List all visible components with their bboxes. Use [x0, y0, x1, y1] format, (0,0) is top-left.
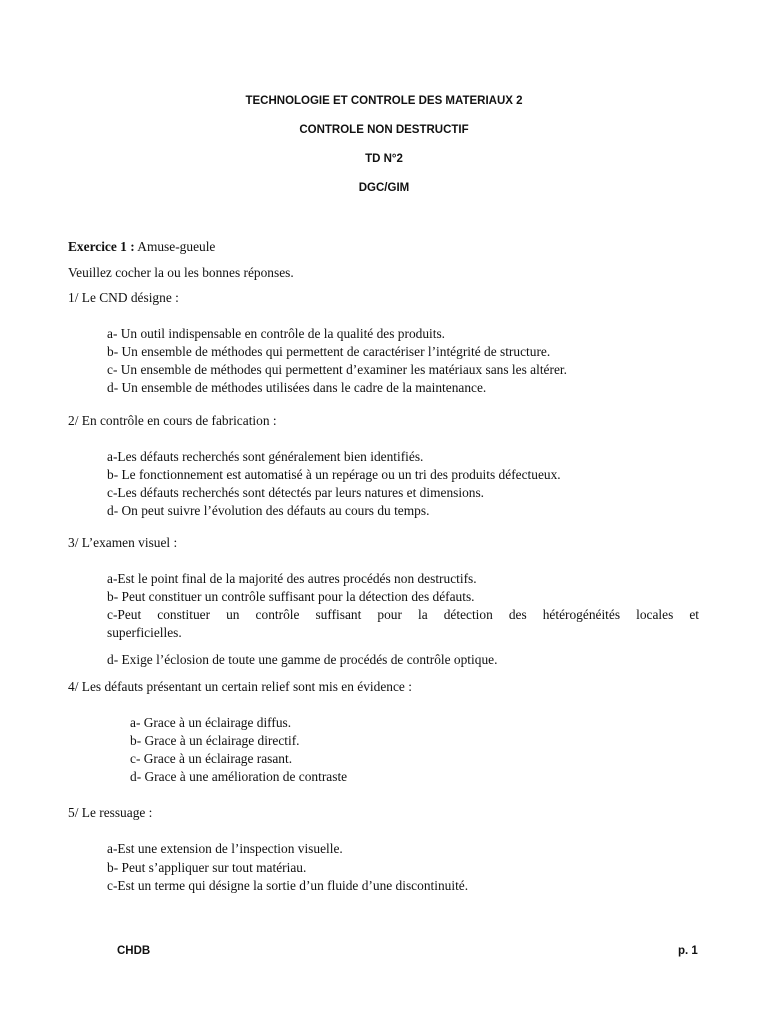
- question-2-option-a: a-Les défauts recherchés sont généralement bien identifiés.: [107, 449, 424, 464]
- question-3-option-d: d- Exige l’éclosion de toute une gamme de procédés de contrôle optique.: [107, 652, 498, 667]
- question-1-option-a: a- Un outil indispensable en contrôle de la qualité des produits.: [107, 326, 446, 341]
- question-5-option-a: a-Est une extension de l’inspection visuelle.: [107, 841, 343, 856]
- question-5-option-c: c-Est un terme qui désigne la sortie d’un fluide d’une discontinuité.: [107, 878, 469, 893]
- question-3-option-c-line-2: superficielles.: [107, 625, 182, 640]
- question-4-option-b: b- Grace à un éclairage directif.: [130, 733, 300, 748]
- question-4-option-d: d- Grace à une amélioration de contraste: [130, 769, 348, 784]
- question-3-title: 3/ L’examen visuel :: [68, 535, 178, 550]
- question-5-title: 5/ Le ressuage :: [68, 805, 153, 820]
- question-3-option-b: b- Peut constituer un contrôle suffisant pour la détection des défauts.: [107, 589, 475, 604]
- exercise-instruction: Veuillez cocher la ou les bonnes réponses.: [68, 265, 294, 280]
- question-5-option-b: b- Peut s’appliquer sur tout matériau.: [107, 860, 307, 875]
- footer-page-number: p. 1: [678, 945, 698, 957]
- question-1-title: 1/ Le CND désigne :: [68, 290, 179, 305]
- question-2-option-c: c-Les défauts recherchés sont détectés par leurs natures et dimensions.: [107, 485, 485, 500]
- footer-author: CHDB: [117, 945, 151, 957]
- exercise-label: Exercice 1 :: [68, 239, 135, 254]
- question-1-option-c: c- Un ensemble de méthodes qui permettent d’examiner les matériaux sans les altérer.: [107, 362, 567, 377]
- exercise-heading: [68, 238, 215, 255]
- exercise-name: Amuse-gueule: [134, 239, 216, 254]
- header-department: DGC/GIM: [358, 182, 410, 194]
- question-4-title: 4/ Les défauts présentant un certain relief sont mis en évidence :: [68, 679, 412, 694]
- header-subject: CONTROLE NON DESTRUCTIF: [299, 124, 469, 136]
- question-3-option-a: a-Est le point final de la majorité des autres procédés non destructifs.: [107, 571, 477, 586]
- header-course-title: TECHNOLOGIE ET CONTROLE DES MATERIAUX 2: [245, 95, 523, 107]
- question-4-option-a: a- Grace à un éclairage diffus.: [130, 715, 292, 730]
- question-2-option-b: b- Le fonctionnement est automatisé à un repérage ou un tri des produits défectueux.: [107, 467, 561, 482]
- header-td-number: TD N°2: [365, 153, 403, 165]
- question-2-option-d: d- On peut suivre l’évolution des défauts au cours du temps.: [107, 503, 430, 518]
- question-2-title: 2/ En contrôle en cours de fabrication :: [68, 413, 277, 428]
- question-1-option-d: d- Un ensemble de méthodes utilisées dans le cadre de la maintenance.: [107, 380, 487, 395]
- question-3-option-c-line-1: c-Peut constituer un contrôle suffisant pour la détection des hétérogénéités locales et: [107, 607, 699, 622]
- question-1-option-b: b- Un ensemble de méthodes qui permettent de caractériser l’intégrité de structure.: [107, 344, 551, 359]
- question-4-option-c: c- Grace à un éclairage rasant.: [130, 751, 293, 766]
